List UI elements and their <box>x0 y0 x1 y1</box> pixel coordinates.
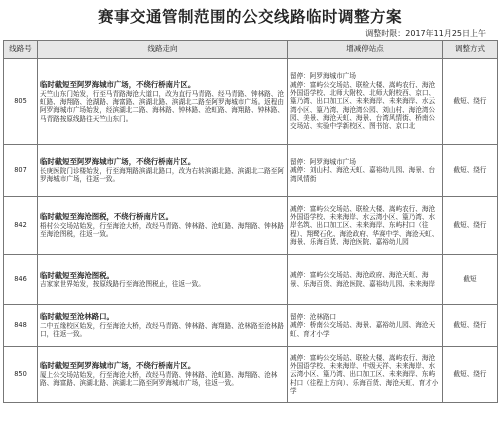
table-row <box>4 59 498 145</box>
route-summary: 临时截短至阿罗海城市广场，不绕行桥南片区。 <box>40 157 196 167</box>
adjust-mode: 截短、绕行 <box>443 197 498 255</box>
stop-changes: 留停：阿罗海城市广场 减停：刘山村、海沧天虹、嘉裕幼儿园、海景、台湾风情街 <box>288 145 443 197</box>
adjust-mode: 截短、绕行 <box>443 305 498 347</box>
route-direction <box>38 145 288 197</box>
route-direction <box>38 197 288 255</box>
route-detail: 吉家家世界始发，按原线路行至海沧图税止，往返一致。 <box>40 280 205 289</box>
route-detail: 长庚医院门诊楼始发，行至海翔路滨湖北路口，改为右转滨湖北路、滨湖北二路至阿罗海城市广场，往返一致。 <box>40 166 284 184</box>
adjustment-date: 调整时限：2017年11月25日上午 <box>365 29 486 38</box>
adjustment-table <box>3 40 498 403</box>
route-summary: 临时截短至阿罗海城市广场，不绕行桥南片区。 <box>40 361 196 371</box>
route-number: 846 <box>4 255 38 305</box>
route-number: 842 <box>4 197 38 255</box>
route-direction <box>38 347 288 403</box>
route-detail: 天竺山东门始发，行至马青路海沧大道口，改为直行马青路、经马青路、钟林路、沧虹路、海翔路、沧湖路、海富路、滨湖北路、滨湖北二路至阿罗海城市广场。返程由阿罗海城市广场始发，经滨湖北二路、海林路、钟林路、沧虹路、海翔路、钟林路、马青路按原线路往天竺山东门。 <box>40 89 284 123</box>
adjust-mode: 截短、绕行 <box>443 347 498 403</box>
page-title: 赛事交通管制范围的公交线路临时调整方案 <box>97 8 402 26</box>
route-direction <box>38 255 288 305</box>
table-row <box>4 305 498 347</box>
route-number: 807 <box>4 145 38 197</box>
adjust-mode: 截短 <box>443 255 498 305</box>
route-summary: 临时截短至阿罗海城市广场，不绕行桥南片区。 <box>40 80 196 90</box>
stop-changes: 减停：富屿公交场站、联检大楼、嵩屿农行、海沧外国语学校、未来海岸、水云湾小区、篁乃湾、水岸名筑、出口加工区、未来海岸、东屿村口（往程）、翔鹭石化、海沧政府、华赛中学、海沧天虹、海景、乐海百货、海沧医院、嘉裕幼儿园 <box>288 197 443 255</box>
route-number: 850 <box>4 347 38 403</box>
route-detail: 梧村公交场站始发，行至海沧大桥，改经马青路、钟林路、沧虹路、海翔路、钟林路至海沧图税，往返一致。 <box>40 221 284 239</box>
adjust-mode: 截短、绕行 <box>443 59 498 145</box>
table-row <box>4 145 498 197</box>
route-direction <box>38 305 288 347</box>
adjust-mode: 截短、绕行 <box>443 145 498 197</box>
route-number: 805 <box>4 59 38 145</box>
header-route-direction: 线路走向 <box>38 41 288 59</box>
route-summary: 临时截短至海沧图税。 <box>40 270 114 280</box>
route-direction <box>38 59 288 145</box>
header-adjust-mode: 调整方式 <box>443 41 498 59</box>
route-detail: 二中五缘校区始发，行至海沧大桥，改经马青路、钟林路、海翔路、沧林路至沧林路口，往返一致。 <box>40 321 284 339</box>
header-stops: 增减停站点 <box>288 41 443 59</box>
table-row <box>4 255 498 305</box>
stop-changes: 留停：沧林路口 减停：桥南公交场站、海景、嘉裕幼儿园、海沧天虹、育才小学 <box>288 305 443 347</box>
table-row <box>4 347 498 403</box>
stop-changes: 减停：富屿公交场站、海沧政府、海沧天虹、海景、乐海百货、海沧医院、嘉裕幼儿园、未来海岸 <box>288 255 443 305</box>
route-number: 848 <box>4 305 38 347</box>
header-route-number: 线路号 <box>4 41 38 59</box>
stop-changes: 减停：富屿公交场站、联检大楼、嵩屿农行、海沧外国语学校、未来海岸、中级天祥、未来海岸、水云湾小区、篁乃湾、出口加工区、未来海岸、东屿村口（往程上方向）、乐海百货、海沧天虹、育才小学 <box>288 347 443 403</box>
route-detail: 厦上公交场站始发，行至海沧大桥，改经马青路、钟林路、沧虹路、海翔路、沧林路、海富路、滨湖北路、滨湖北二路至阿罗海城市广场，往返一致。 <box>40 370 278 388</box>
route-summary: 临时截短至沧林路口。 <box>40 312 114 322</box>
table-header-row <box>4 41 498 59</box>
table-row <box>4 197 498 255</box>
route-summary: 临时截短至海沧图税，不绕行桥南片区。 <box>40 212 174 222</box>
stop-changes: 留停：阿罗海城市广场 减停：富屿公交场站、联检大楼、嵩屿农行、海沧外国语学校、北师大附校、北师大附校西、京口、篁乃湾、出口加工区、未来海岸、未来海岸、水云湾小区、篁乃湾、海沧湾公园、刘山村、海沧湾公园、美景、海沧天虹、海景、台湾风情街、桥南公交场站、实验中学新校区、图书馆、京口北 <box>288 59 443 145</box>
